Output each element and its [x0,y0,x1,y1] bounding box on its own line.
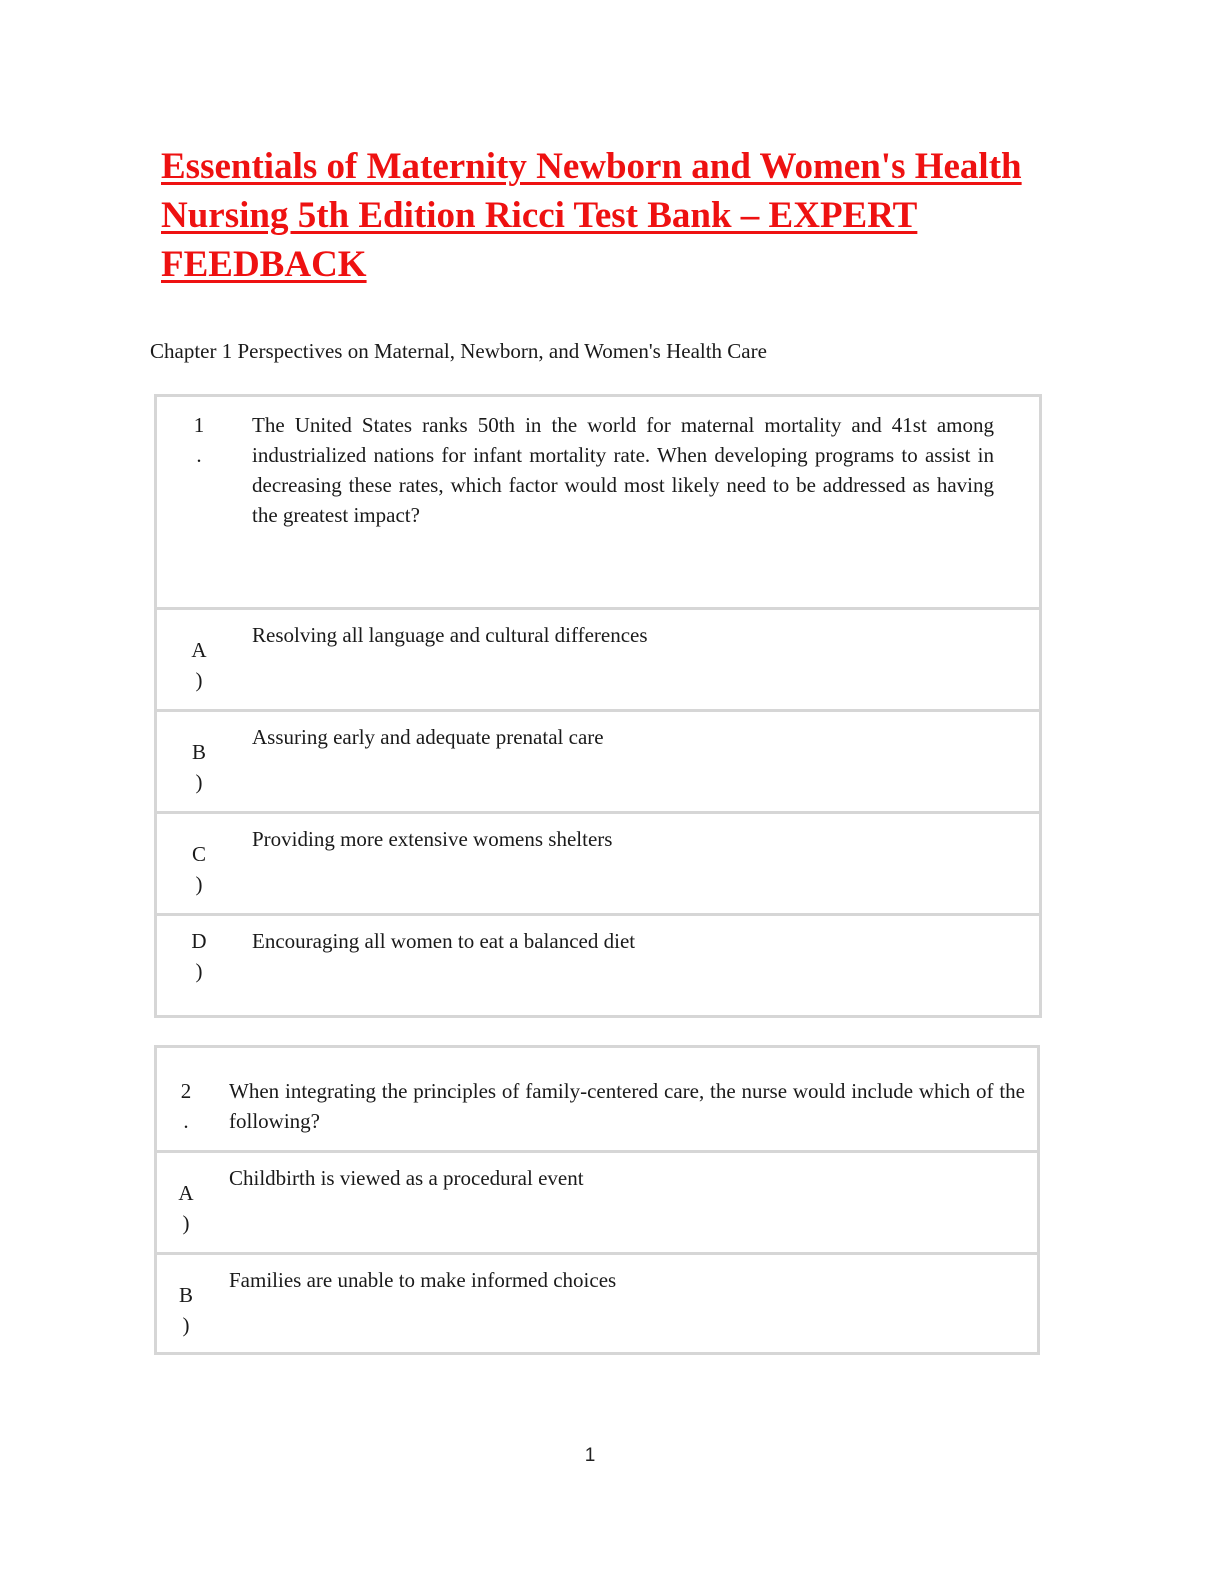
option-a-row[interactable] [157,1150,1037,1252]
question-2-table [154,1045,1040,1355]
question-1-table [154,394,1042,1018]
option-b-row[interactable] [157,709,1039,811]
page-number: 1 [584,1445,596,1466]
option-text: Resolving all language and cultural differences [252,623,648,647]
option-letter: D ) [191,929,207,983]
question-stem: The United States ranks 50th in the world for maternal mortality and 41st among industrialized nations for infant mortality rate. When developing programs to assist in decreasing these rates, which factor would most likely need to be addressed as having the greatest impact? [252,413,994,527]
option-text: Assuring early and adequate prenatal care [252,725,604,749]
document-title: Essentials of Maternity Newborn and Women's Health Nursing 5th Edition Ricci Test Bank – EXPERT FEEDBACK [161,146,1022,285]
chapter-heading: Chapter 1 Perspectives on Maternal, Newborn, and Women's Health Care [150,339,767,363]
option-letter: A ) [178,1181,194,1235]
option-letter: C ) [191,842,206,896]
option-d-row[interactable] [157,913,1039,1015]
option-letter: B ) [178,1283,193,1337]
question-1-stem-row [157,397,1039,609]
option-text: Encouraging all women to eat a balanced diet [252,929,636,953]
option-letter: B ) [191,740,206,794]
question-number: 2 . [180,1079,192,1133]
question-stem: When integrating the principles of family-centered care, the nurse would include which of the following? [229,1079,1025,1133]
option-text: Childbirth is viewed as a procedural event [229,1166,584,1190]
option-letter: A ) [191,638,207,692]
question-number: 1 . [193,413,205,467]
option-a-row[interactable] [157,607,1039,709]
question-2-stem-row [157,1048,1037,1152]
option-b-row[interactable] [157,1252,1037,1352]
option-text: Families are unable to make informed choices [229,1268,617,1292]
option-text: Providing more extensive womens shelters [252,827,613,851]
option-c-row[interactable] [157,811,1039,913]
